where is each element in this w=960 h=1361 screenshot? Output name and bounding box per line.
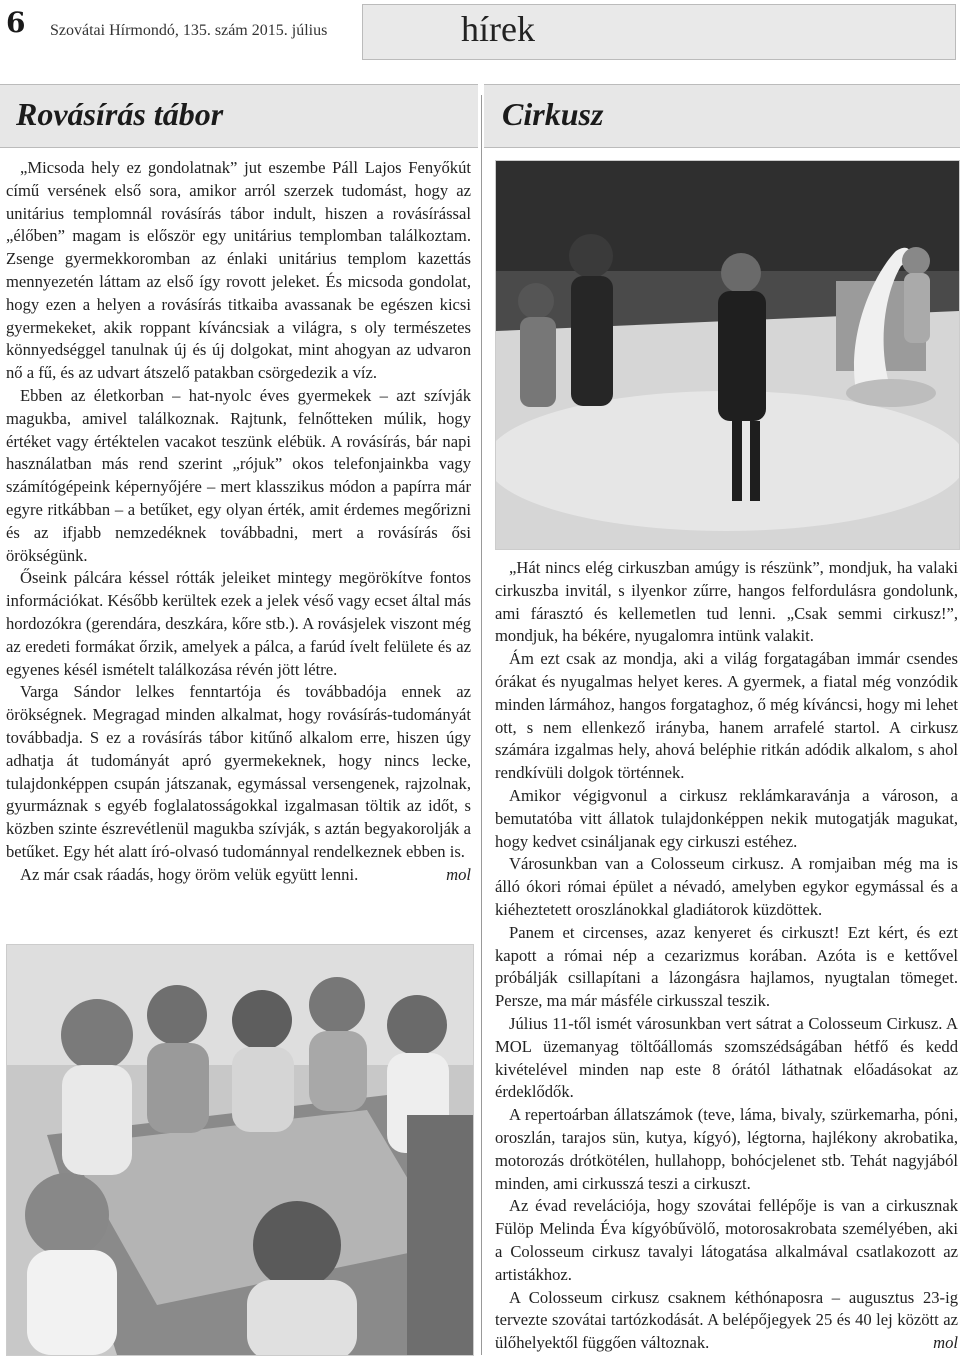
paragraph-text: A Colosseum cirkusz csaknem kéthónaposra – augusztus 23-ig tervezte szovátai tartózkodását. A belépőjegyek 25 és 40 lej között az ülőhelyektől függően változnak. xyxy=(495,1287,958,1353)
circus-photo xyxy=(495,160,960,550)
paragraph: Ebben az életkorban – hat-nyolc éves gyermekek – azt szívják magukba, amivel találkoznak. Rajtunk, felnőtteken múlik, hogy értéket vagy értéktelen vacakot teszünk elébük. A rovásírás, bár napi használatban más rend szerint „rójuk” okos telefonjainkba vagy számítógépeink képernyőjére – mert klasszikus módon a papírra már egyre ritkábban – a betűket, egy olyan érték, amit érdemes megőrizni és az ifjabb nemzedéknek továbbadni, mert a rovásírás ősi örökségünk. xyxy=(6,385,471,565)
masthead: Szovátai Hírmondó, 135. szám 2015. július xyxy=(50,22,328,39)
paragraph: A repertoárban állatszámok (teve, láma, bivaly, szürkemarha, póni, oroszlán, tarajos sün, kutya, kígyó), légtorna, hajlékony akrobatika, motorozás drótkötélen, hullahopp, bohócjelenet stb. Tehát nagyjából minden, ami cirkusszá teszi a cirkuszt. xyxy=(495,1105,958,1193)
left-article-body xyxy=(6,157,471,887)
paragraph: „Micsoda hely ez gondolatnak” jut eszembe Páll Lajos Fenyőkút című versének első sora, amikor arról szerzek tudomást, hogy az unitárius templomnál rovásírás tábor indult, hiszen a rovásírással „élőben” magam is először egy unitárius templomban találkoztam. Zsenge gyermekkoromban az énlaki unitárius templom kazettás mennyezetén láttam az első így rovott jeleket. És micsoda gondolat, hogy ezen a helyen a rovásírás titkaiba avassanak be egészen kicsi gyermekeket, akik roppant kíváncsiak a világra, s oly természetes könnyedséggel tanulnak új és új dolgokat, mint ahogyan az udvaron nő a fű, és az udvart átszelő patakban csörgedezik a víz. xyxy=(6,158,471,383)
rubric-label: hírek xyxy=(461,9,535,49)
children-photo xyxy=(6,944,474,1356)
left-article-title: Rovásírás tábor xyxy=(16,96,224,132)
paragraph xyxy=(495,1287,958,1355)
column-divider xyxy=(481,95,482,1355)
rubric-band xyxy=(362,4,956,60)
paragraph: Varga Sándor lelkes fenntartója és továbbadója ennek az örökségnek. Megragad minden alkalmat, hogy rovásírás-tudományát továbbadja. S ez a rovásírás tábor kitűnő alkalom erre, hiszen úgy adhatja át tudományát apró gyermekeknek, hogy nincs lecke, tulajdonképpen csupán játszanak, egymással versengenek, rajzolnak, gyurmáznak s egyéb foglalatosságokkal izgalmasan töltik az időt, s közben szinte észrevétlenül magukba szívják, s aztán begyakorolják a betűket. Egy hét alatt író-olvasó tudománnyal rendelkeznek ebben is. xyxy=(6,682,471,861)
right-signature: mol xyxy=(933,1333,958,1353)
paragraph: Városunkban van a Colosseum cirkusz. A romjaiban még ma is álló ókori római épület a névadó, amelyben egykor egymással és a kiéheztetett oroszlánokkal gladiátorok küzdöttek. xyxy=(495,854,958,919)
paragraph: Amikor végigvonul a cirkusz reklámkaravánja a városon, a bemutatóba vitt állatok tulajdonképpen nekik mutogatják magukat, hogy kedvet csináljanak egy cirkuszi estéhez. xyxy=(495,785,958,851)
paragraph xyxy=(6,864,471,887)
paragraph: Ám ezt csak az mondja, aki a világ forgatagában immár csendes órákat és nyugalmas helyet keres. A gyermek, a fiatal még vonzódik minden lármához, hangos forgataghoz, ő még kíváncsi, hogy mi lehet ott, s nem ellenkező irányba, hanem arrafelé startol. A cirkusz számára izgalmas hely, ahová beléphie ritkán adódik alkalom, s ahol rendkívüli dolgok történnek. xyxy=(495,649,958,783)
paragraph-text: Az már csak ráadás, hogy öröm velük együtt lenni. xyxy=(20,864,359,884)
paragraph: Az évad revelációja, hogy szovátai fellépője is van a cirkusznak Fülöp Melinda Éva kígyóbűvölő, motorosakrobata személyében, aki a Colosseum cirkusz tavalyi látogatása alkalmával csatlakozott az artistákhoz. xyxy=(495,1196,958,1284)
right-article-title: Cirkusz xyxy=(502,96,604,132)
paragraph: Július 11-től ismét városunkban vert sátrat a Colosseum Cirkusz. A MOL üzemanyag töltőállomás szomszédságában hétfő és kedd kivételével minden nap este 8 órától láthatnak előadásokat az érdeklődők. xyxy=(495,1013,958,1102)
paragraph: Panem et circenses, azaz kenyeret és cirkuszt! Ezt kért, és ezt kapott a római nép a cezarizmus korában. Azóta is e kettővel próbálják csillapítani a lázongásra hajlamos, nyugtalan tömeget. Persze, ma már másféle cirkusszal teszik. xyxy=(495,922,958,1011)
right-article-body xyxy=(495,557,958,1355)
left-signature: mol xyxy=(446,864,471,884)
page-header xyxy=(0,0,960,62)
page-number: 6 xyxy=(6,6,26,39)
paragraph: Őseink pálcára késsel rótták jeleiket mintegy megörökítve fontos információkat. Később kerültek ezek a jelek véső vagy ecset által más hordozókra (gerendára, deszkára, kőre stb.). A rovásjelek viszont még az eredeti formákat őrzik, amelyek a pálca, a farúd ívelt felülete és az egyenes késél ismételt találkozása révén jött létre. xyxy=(6,568,471,679)
paragraph: „Hát nincs elég cirkuszban amúgy is részünk”, mondjuk, ha valaki cirkuszba invitál, s ilyenkor zűrre, hangos felfordulásra gondolunk, ami fárasztó és kellemetlen tud lenni. „Csak semmi cirkusz!”, mondjuk, ha békére, nyugalomra intünk valakit. xyxy=(495,558,958,646)
